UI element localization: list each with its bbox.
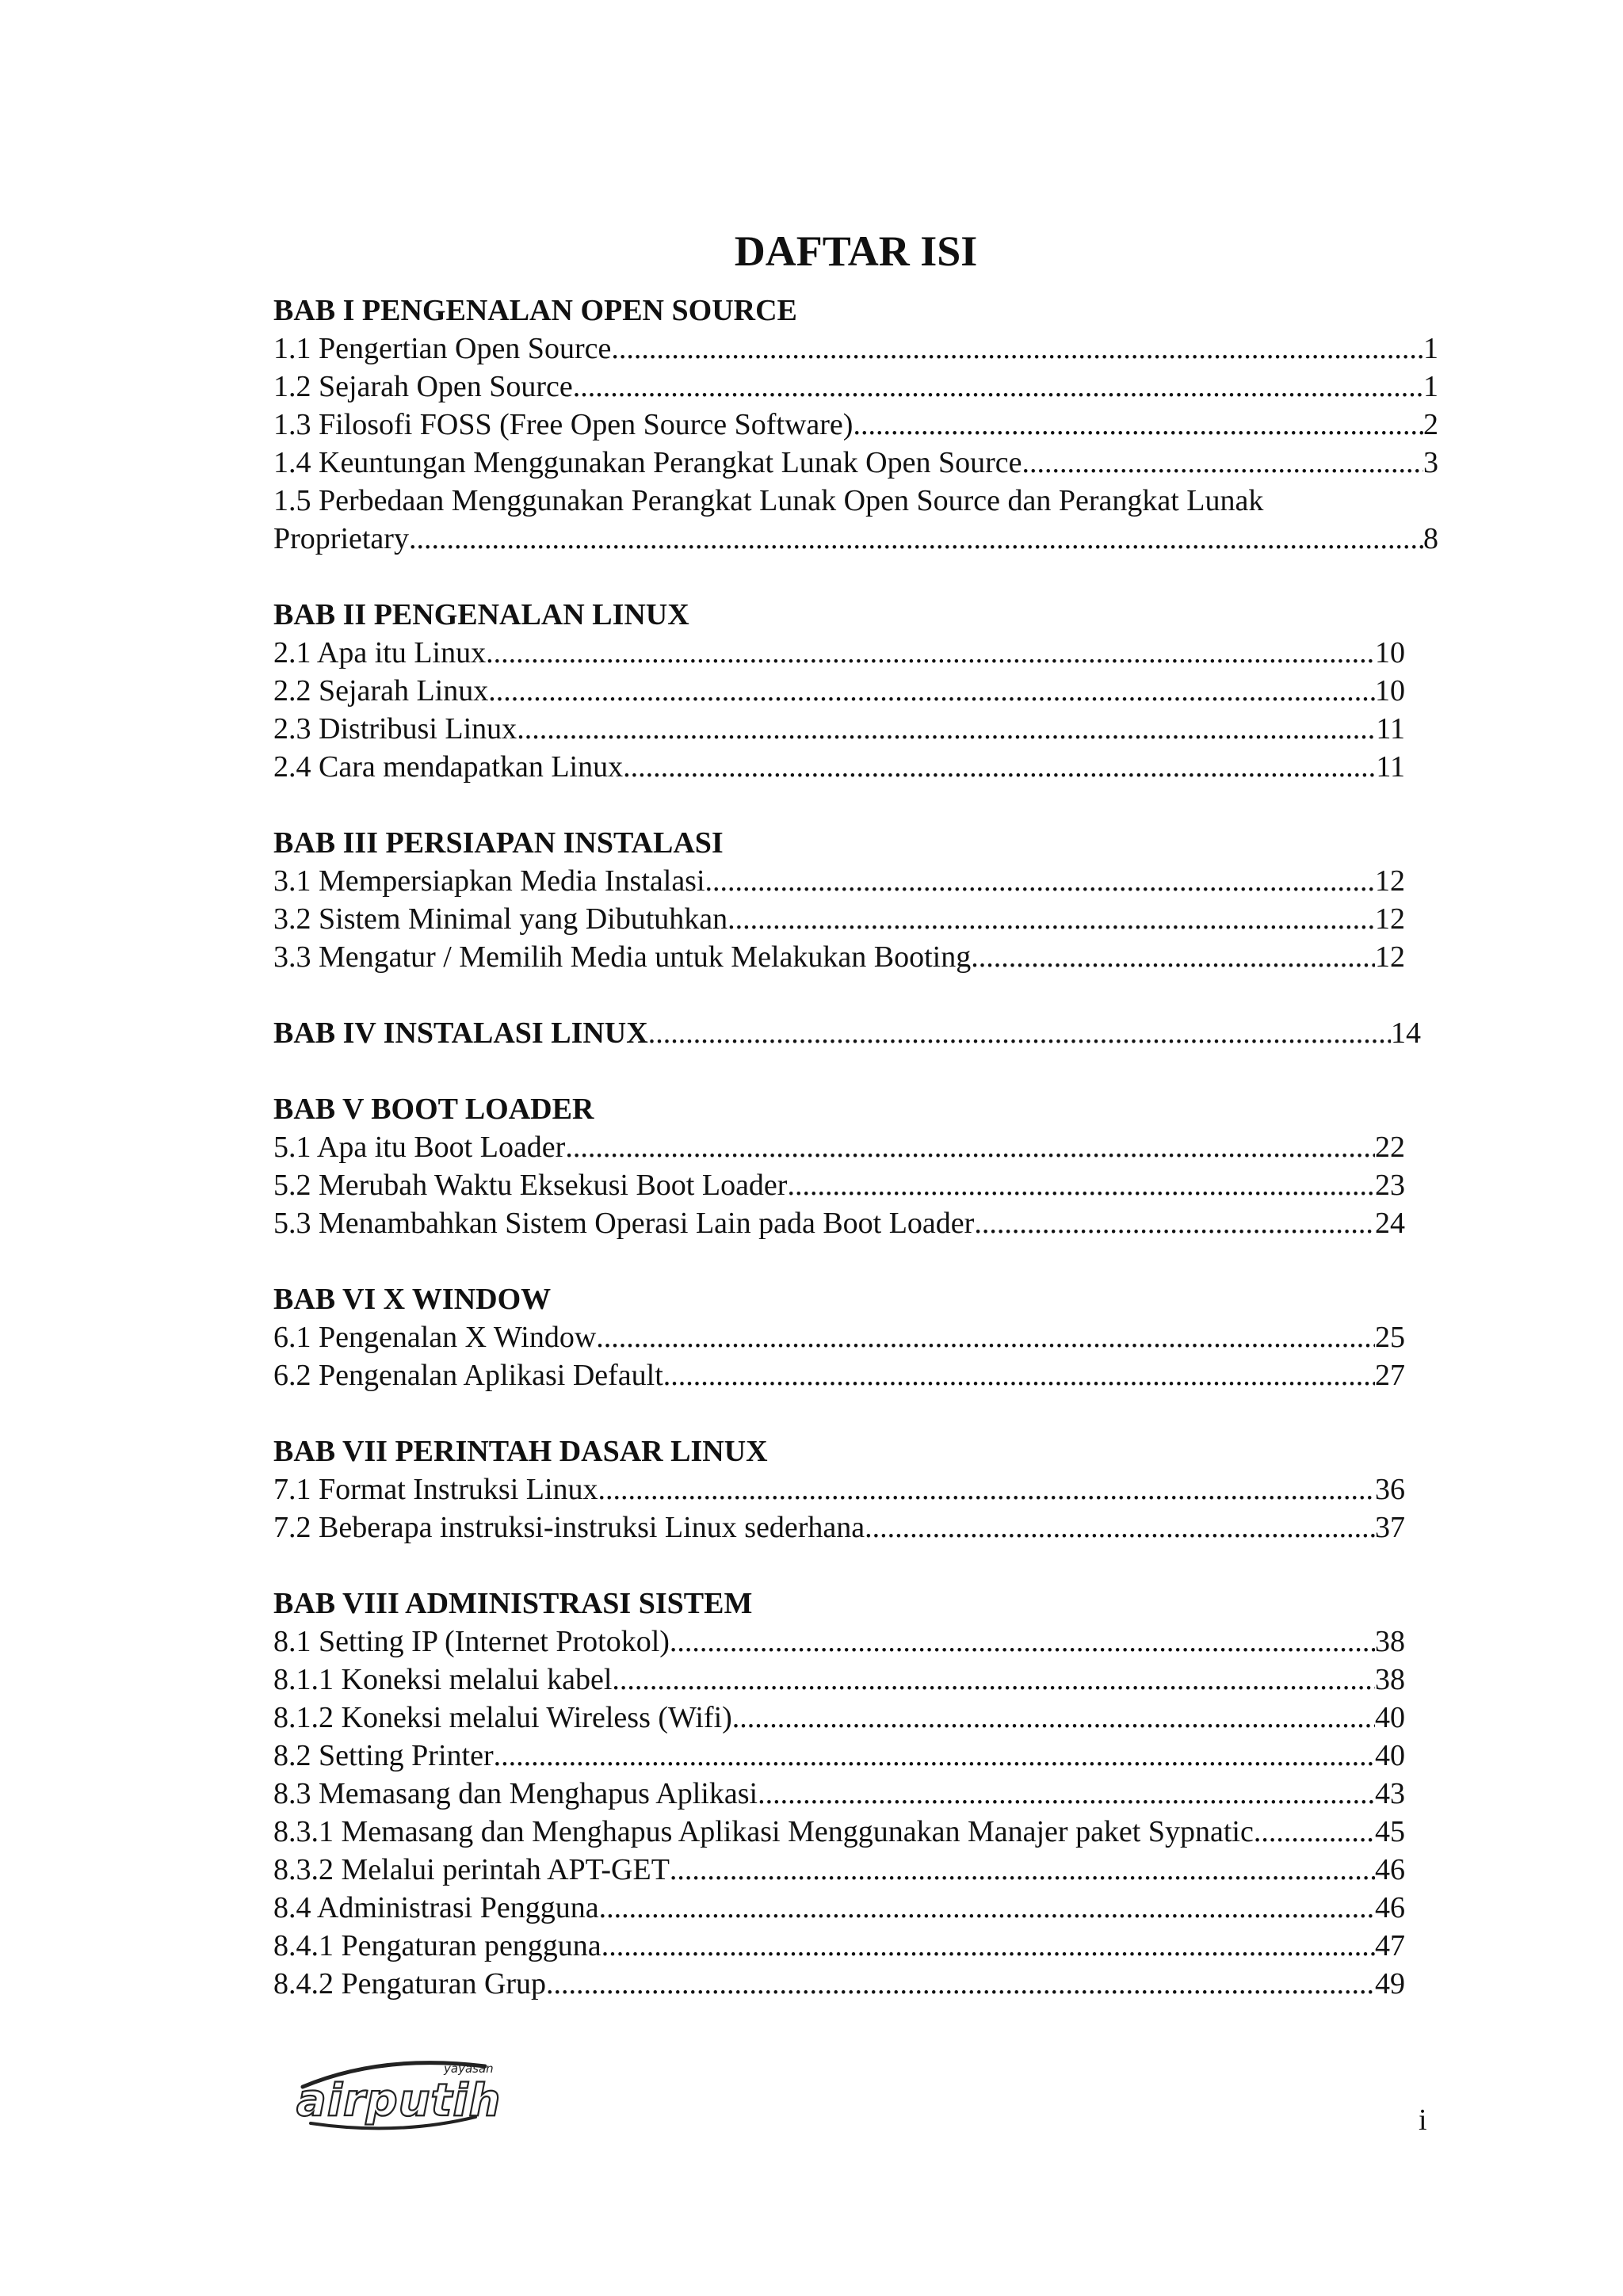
toc-entry-label: 8.3.1 Memasang dan Menghapus Aplikasi Menggunakan Manajer paket Sypnatic	[273, 1815, 1254, 1848]
toc-entry-page: 47	[1375, 1929, 1405, 1962]
toc-entry-page: 43	[1375, 1777, 1405, 1810]
toc-entry-page: 40	[1375, 1701, 1405, 1734]
toc-entry-page: 38	[1375, 1663, 1405, 1696]
dot-leader	[599, 1889, 1375, 1927]
page-number: i	[1419, 2103, 1427, 2137]
toc-entry-label: 8.2 Setting Printer	[273, 1739, 494, 1772]
dot-leader	[853, 406, 1423, 444]
toc-entry[interactable]	[273, 406, 1438, 444]
toc-entry[interactable]	[273, 1470, 1405, 1508]
toc-entry[interactable]	[273, 444, 1438, 482]
dot-leader	[670, 1851, 1375, 1889]
toc-entry-label: 1.1 Pengertian Open Source	[273, 332, 612, 365]
toc-entry-page: 10	[1375, 636, 1405, 669]
toc-entry[interactable]	[273, 1889, 1405, 1927]
toc-entry-label: 6.2 Pengenalan Aplikasi Default	[273, 1359, 663, 1392]
toc-entry[interactable]	[273, 1775, 1405, 1813]
toc-entry-page: 11	[1376, 712, 1405, 746]
toc-entry-label: 8.4.1 Pengaturan pengguna	[273, 1929, 601, 1962]
toc-entry[interactable]	[273, 634, 1405, 672]
toc-entry-page: 36	[1375, 1473, 1405, 1506]
toc-entry[interactable]	[273, 368, 1438, 406]
toc-entry-label: 2.1 Apa itu Linux	[273, 636, 487, 669]
toc-entry[interactable]	[273, 748, 1405, 786]
toc-entry-page: 46	[1375, 1853, 1405, 1886]
toc-entry-label: 7.1 Format Instruksi Linux	[273, 1473, 598, 1506]
chapter-heading: BAB IV INSTALASI LINUX	[273, 1016, 648, 1050]
toc-entry[interactable]	[273, 1318, 1405, 1356]
dot-leader	[517, 710, 1376, 748]
toc-entry-page: 12	[1375, 864, 1405, 898]
dot-leader	[663, 1356, 1375, 1394]
dot-leader	[787, 1166, 1375, 1204]
page-title: DAFTAR ISI	[734, 227, 978, 275]
logo-main-text: airputih	[296, 2075, 501, 2126]
toc-entry-label: 3.1 Mempersiapkan Media Instalasi	[273, 864, 705, 898]
dot-leader	[732, 1699, 1375, 1737]
chapter-entry[interactable]	[273, 1014, 1421, 1052]
toc-entry[interactable]	[273, 900, 1405, 938]
toc-entry-label: 8.1.2 Koneksi melalui Wireless (Wifi)	[273, 1701, 732, 1734]
dot-leader	[598, 1470, 1375, 1508]
toc-entry-label: 2.4 Cara mendapatkan Linux	[273, 750, 624, 784]
dot-leader	[573, 368, 1423, 406]
toc-entry-page: 10	[1375, 674, 1405, 707]
toc-entry-label: 8.1 Setting IP (Internet Protokol)	[273, 1625, 670, 1658]
toc-chapter-bab8	[273, 1585, 1405, 2003]
dot-leader	[596, 1318, 1375, 1356]
toc-entry-label: 5.1 Apa itu Boot Loader	[273, 1131, 566, 1164]
dot-leader	[727, 900, 1375, 938]
logo-small-text: yayasan	[444, 2061, 494, 2076]
toc-entry[interactable]	[273, 1737, 1405, 1775]
table-of-contents	[273, 292, 1438, 2041]
toc-entry-label: 1.2 Sejarah Open Source	[273, 370, 573, 403]
toc-entry-page: 8	[1423, 522, 1438, 555]
toc-entry[interactable]	[273, 1166, 1405, 1204]
toc-entry-page: 40	[1375, 1739, 1405, 1772]
toc-entry[interactable]	[273, 938, 1405, 976]
toc-entry-label: 1.4 Keuntungan Menggunakan Perangkat Lunak Open Source	[273, 446, 1022, 479]
toc-entry-label: 2.3 Distribusi Linux	[273, 712, 517, 746]
toc-chapter-bab7	[273, 1432, 1405, 1547]
toc-entry[interactable]	[273, 1623, 1405, 1661]
toc-entry[interactable]	[273, 520, 1438, 558]
dot-leader	[974, 1204, 1375, 1242]
toc-entry-page: 45	[1375, 1815, 1405, 1848]
toc-entry-label: 2.2 Sejarah Linux	[273, 674, 489, 707]
toc-entry-page: 14	[1391, 1016, 1421, 1050]
chapter-heading[interactable]: BAB I PENGENALAN OPEN SOURCE	[273, 294, 797, 327]
toc-entry-page: 3	[1423, 446, 1438, 479]
toc-entry-label: 8.3 Memasang dan Menghapus Aplikasi	[273, 1777, 758, 1810]
toc-entry-page: 49	[1375, 1967, 1405, 2000]
toc-entry[interactable]	[273, 672, 1405, 710]
toc-entry-page: 46	[1375, 1891, 1405, 1924]
dot-leader	[601, 1927, 1375, 1965]
chapter-heading[interactable]: BAB VIII ADMINISTRASI SISTEM	[273, 1587, 753, 1620]
toc-entry-label: 8.4 Administrasi Pengguna	[273, 1891, 599, 1924]
dot-leader	[409, 520, 1423, 558]
airputih-logo	[287, 2054, 501, 2133]
toc-entry-label: 5.3 Menambahkan Sistem Operasi Lain pada Boot Loader	[273, 1207, 975, 1240]
toc-entry-label: 3.3 Mengatur / Memilih Media untuk Melakukan Booting	[273, 940, 972, 974]
toc-entry-label: 3.2 Sistem Minimal yang Dibutuhkan	[273, 902, 728, 936]
chapter-heading[interactable]: BAB II PENGENALAN LINUX	[273, 598, 689, 631]
toc-entry[interactable]	[273, 1851, 1405, 1889]
dot-leader	[1254, 1813, 1375, 1851]
toc-entry-page: 2	[1423, 408, 1438, 441]
toc-entry[interactable]	[273, 1927, 1405, 1965]
dot-leader	[494, 1737, 1375, 1775]
toc-entry-label: 6.1 Pengenalan X Window	[273, 1321, 597, 1354]
dot-leader	[486, 634, 1375, 672]
toc-chapter-bab3	[273, 824, 1405, 976]
chapter-heading[interactable]: BAB III PERSIAPAN INSTALASI	[273, 826, 724, 860]
toc-entry-label: 8.3.2 Melalui perintah APT-GET	[273, 1853, 670, 1886]
toc-entry[interactable]	[273, 710, 1405, 748]
toc-entry-page: 24	[1375, 1207, 1405, 1240]
toc-entry-label: 5.2 Merubah Waktu Eksekusi Boot Loader	[273, 1169, 788, 1202]
toc-chapter-bab1	[273, 292, 1438, 558]
toc-chapter-bab2	[273, 596, 1405, 786]
toc-entry[interactable]	[273, 1204, 1405, 1242]
toc-entry[interactable]	[273, 1508, 1405, 1547]
toc-entry-page: 25	[1375, 1321, 1405, 1354]
dot-leader	[670, 1623, 1375, 1661]
dot-leader	[612, 1661, 1375, 1699]
chapter-heading[interactable]: BAB V BOOT LOADER	[273, 1093, 594, 1126]
toc-entry-page: 23	[1375, 1169, 1405, 1202]
toc-entry-label: 8.1.1 Koneksi melalui kabel	[273, 1663, 613, 1696]
toc-entry-label: 1.5 Perbedaan Menggunakan Perangkat Lunak Open Source dan Perangkat Lunak	[273, 484, 1264, 517]
toc-entry-page: 1	[1423, 370, 1438, 403]
toc-entry-label: 7.2 Beberapa instruksi-instruksi Linux sederhana	[273, 1511, 865, 1544]
toc-entry[interactable]	[273, 1356, 1405, 1394]
dot-leader	[758, 1775, 1375, 1813]
dot-leader	[971, 938, 1375, 976]
dot-leader	[865, 1508, 1375, 1547]
toc-entry-page: 27	[1375, 1359, 1405, 1392]
dot-leader	[611, 330, 1423, 368]
toc-entry[interactable]	[273, 1699, 1405, 1737]
toc-entry-page: 38	[1375, 1625, 1405, 1658]
toc-entry[interactable]	[273, 1813, 1405, 1851]
chapter-heading[interactable]: BAB VI X WINDOW	[273, 1283, 552, 1316]
toc-entry[interactable]	[273, 1128, 1405, 1166]
dot-leader	[648, 1014, 1391, 1052]
dot-leader	[1022, 444, 1423, 482]
toc-entry-wrapped-line[interactable]	[273, 482, 1438, 520]
toc-chapter-bab6	[273, 1280, 1405, 1394]
toc-entry-page: 37	[1375, 1511, 1405, 1544]
toc-entry-page: 11	[1376, 750, 1405, 784]
toc-entry[interactable]	[273, 1965, 1405, 2003]
toc-entry-label: 1.3 Filosofi FOSS (Free Open Source Software)	[273, 408, 854, 441]
toc-chapter-bab4	[273, 1014, 1438, 1052]
toc-chapter-bab5	[273, 1090, 1405, 1242]
toc-entry-label-continued: Proprietary	[273, 522, 409, 555]
dot-leader	[488, 672, 1375, 710]
dot-leader	[623, 748, 1376, 786]
dot-leader	[546, 1965, 1375, 2003]
toc-entry-page: 12	[1375, 940, 1405, 974]
toc-entry-page: 12	[1375, 902, 1405, 936]
toc-entry[interactable]	[273, 1661, 1405, 1699]
toc-entry-page: 22	[1375, 1131, 1405, 1164]
dot-leader	[565, 1128, 1375, 1166]
toc-entry-page: 1	[1423, 332, 1438, 365]
toc-entry[interactable]	[273, 330, 1438, 368]
dot-leader	[705, 862, 1375, 900]
toc-entry-label: 8.4.2 Pengaturan Grup	[273, 1967, 547, 2000]
chapter-heading[interactable]: BAB VII PERINTAH DASAR LINUX	[273, 1435, 768, 1468]
toc-entry[interactable]	[273, 862, 1405, 900]
